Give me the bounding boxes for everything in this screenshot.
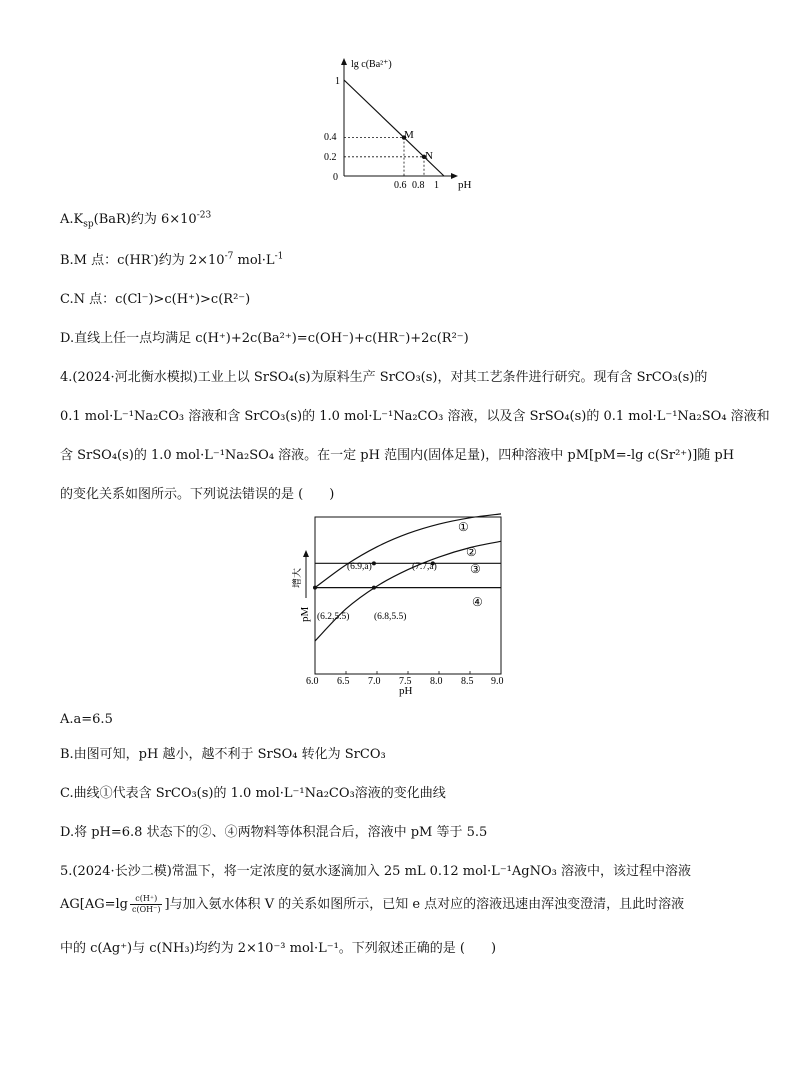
option-b-q4: B.由图可知，pH 越小，越不利于 SrSO₄ 转化为 SrCO₃ bbox=[60, 747, 386, 762]
c1-ytick-top: 1 bbox=[335, 76, 340, 87]
c2-annot-6-8-5-5: (6.8,5.5) bbox=[374, 612, 407, 622]
c1-y-arrow bbox=[341, 58, 347, 65]
opt-a3-sub: sp bbox=[83, 219, 94, 230]
ag-fraction-num: c(H⁺) bbox=[130, 894, 162, 905]
c1-x-arrow bbox=[451, 173, 458, 179]
opt-a3-head: A.K bbox=[60, 212, 84, 227]
option-a-q3 bbox=[60, 208, 211, 230]
c1-xlabel: pH bbox=[458, 179, 472, 191]
option-d-q3: D.直线上任一点均满足 c(H⁺)+2c(Ba²⁺)=c(OH⁻)+c(HR⁻)+2c(R²⁻) bbox=[60, 331, 469, 346]
c2-xtick: 6.0 bbox=[306, 676, 319, 687]
opt-b3-unit-sup: -1 bbox=[274, 251, 284, 262]
option-c-q3: C.N 点：c(Cl⁻)>c(H⁺)>c(R²⁻) bbox=[60, 292, 251, 307]
ag-fraction-den: c(OH⁻) bbox=[132, 905, 161, 914]
c2-xtick: 8.5 bbox=[461, 676, 474, 687]
q5-stem-line-2 bbox=[60, 893, 684, 915]
c2-label-series-2: ② bbox=[466, 545, 477, 559]
c2-point-6-8-5-5 bbox=[372, 586, 376, 590]
c2-xtick: 7.5 bbox=[399, 676, 412, 687]
opt-b3-rest: )约为 2×10 bbox=[153, 253, 225, 268]
pm-ph-chart bbox=[292, 512, 522, 708]
c1-ylabel: lg c(Ba²⁺) bbox=[351, 59, 392, 70]
c2-annot-6-9-a: (6.9,a) bbox=[347, 562, 372, 572]
ba-ph-chart bbox=[318, 50, 488, 200]
q4-stem-line-4: 的变化关系如图所示。下列说法错误的是 ( ) bbox=[60, 487, 335, 502]
c2-annot-7-7-a: (7.7,a) bbox=[412, 562, 437, 572]
q4-stem-line-2: 0.1 mol·L⁻¹Na₂CO₃ 溶液和含 SrCO₃(s)的 1.0 mol·L⁻¹Na₂CO₃ 溶液，以及含 SrSO₄(s)的 0.1 mol·L⁻¹Na₂SO₄ 溶液和 bbox=[60, 409, 770, 424]
opt-b3-head: B.M 点：c(HR bbox=[60, 253, 151, 268]
c1-xtick-1: 1 bbox=[434, 180, 439, 191]
c2-annot-6-2-5-5: (6.2,5.5) bbox=[317, 612, 350, 622]
q4-stem-line-1: 4.(2024·河北衡水模拟)工业上以 SrSO₄(s)为原料生产 SrCO₃(s)，对其工艺条件进行研究。现有含 SrCO₃(s)的 bbox=[60, 370, 708, 385]
c2-label-series-3: ③ bbox=[470, 562, 481, 576]
c2-ylabel-arrowhead bbox=[303, 550, 309, 557]
q5-ag-rest: ]与加入氨水体积 V 的关系如图所示，已知 e 点对应的溶液迅速由浑浊变澄清，且此时溶液 bbox=[164, 897, 685, 912]
q4-stem-line-3: 含 SrSO₄(s)的 1.0 mol·L⁻¹Na₂SO₄ 溶液。在一定 pH 范围内(固体足量)，四种溶液中 pM[pM=-lg c(Sr²⁺)]随 pH bbox=[60, 448, 735, 463]
c1-ytick-0: 0 bbox=[333, 172, 338, 183]
ag-fraction bbox=[130, 894, 162, 915]
c2-ylabel: pM bbox=[299, 606, 311, 622]
c2-xlabel: pH bbox=[399, 685, 413, 697]
c1-point-label-m: M bbox=[404, 129, 414, 141]
c2-xtick: 6.5 bbox=[337, 676, 350, 687]
c2-xtick: 7.0 bbox=[368, 676, 381, 687]
option-c-q4: C.曲线①代表含 SrCO₃(s)的 1.0 mol·L⁻¹Na₂CO₃溶液的变化曲线 bbox=[60, 786, 446, 801]
opt-a3-sup: -23 bbox=[196, 210, 212, 221]
option-a-q4: A.a=6.5 bbox=[60, 712, 113, 727]
q5-stem-line-1: 5.(2024·长沙二模)常温下，将一定浓度的氨水逐滴加入 25 mL 0.12 mol·L⁻¹AgNO₃ 溶液中，该过程中溶液 bbox=[60, 864, 691, 879]
c1-xtick-08: 0.8 bbox=[412, 180, 425, 191]
c1-ytick-04: 0.4 bbox=[324, 132, 337, 143]
option-d-q4: D.将 pH=6.8 状态下的②、④两物料等体积混合后，溶液中 pM 等于 5.5 bbox=[60, 825, 488, 840]
q5-ag-prefix: AG[AG=lg bbox=[60, 897, 128, 912]
c1-point-label-n: N bbox=[425, 150, 433, 162]
opt-b3-sup: -7 bbox=[224, 251, 234, 262]
c1-ytick-02: 0.2 bbox=[324, 152, 337, 163]
c2-xtick: 9.0 bbox=[491, 676, 504, 687]
c2-label-series-4: ④ bbox=[472, 595, 483, 609]
c2-label-series-1: ① bbox=[458, 520, 469, 534]
c2-point-6-9-a bbox=[372, 561, 376, 565]
opt-a3-tail: (BaR)约为 6×10 bbox=[93, 212, 197, 227]
option-b-q3: B.M 点：c(HR-)约为 $2\times 10^{-7}$ $mol\cdot L^{-1}$ bbox=[60, 251, 284, 268]
opt-b3-unit: mol·L bbox=[233, 253, 275, 268]
c2-xtick: 8.0 bbox=[430, 676, 443, 687]
c2-point-6-2-5-5 bbox=[313, 586, 317, 590]
q5-stem-line-3: 中的 c(Ag⁺)与 c(NH₃)均约为 2×10⁻³ mol·L⁻¹。下列叙述正确的是 ( ) bbox=[60, 941, 497, 956]
c2-ylabel-arrow-text: 增大 bbox=[292, 568, 303, 588]
c1-xtick-06: 0.6 bbox=[394, 180, 407, 191]
